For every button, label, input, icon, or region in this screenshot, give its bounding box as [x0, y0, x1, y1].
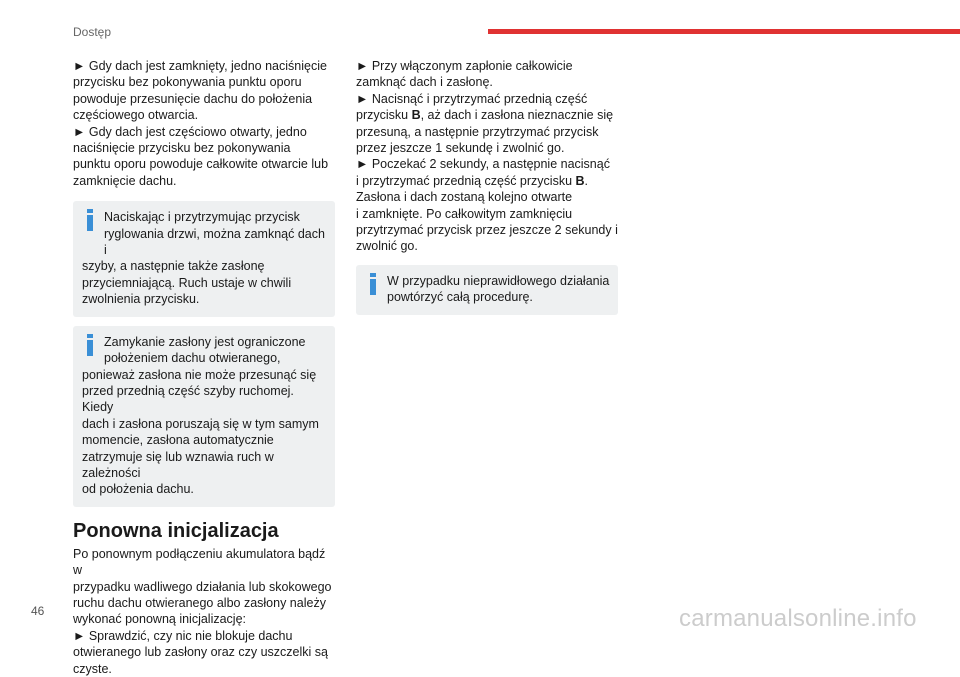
text-line: otwieranego lub zasłony oraz czy uszczelki są [73, 645, 328, 660]
text-line: powoduje przesunięcie dachu do położenia [73, 91, 313, 106]
left-paragraph-2 [73, 546, 335, 677]
text-line: ► Gdy dach jest częściowo otwarty, jedno [73, 124, 307, 139]
text-line: szyby, a następnie także zasłonę [82, 259, 265, 274]
header-accent-bar [488, 29, 960, 34]
button-b-label: B [575, 173, 585, 188]
info-box-1-text [82, 209, 327, 307]
right-para-line-b: przycisku B, aż dach i zasłona nieznacznie się [356, 108, 614, 123]
text-line: Zamykanie zasłony jest ograniczone [104, 334, 306, 349]
right-para-lines-rest [356, 124, 618, 173]
text-line: zwolnienia przycisku. [82, 292, 200, 307]
text-line: przypadku wadliwego działania lub skokowego [73, 579, 332, 594]
text-line: wykonać ponowną inicjalizację: [73, 612, 247, 627]
text-line: przyciemniającą. Ruch ustaje w chwili [82, 275, 292, 290]
text-line: przez jeszcze 1 sekundę i zwolnić go. [356, 141, 565, 156]
text-line: ► Gdy dach jest zamknięty, jedno naciśnięcie [73, 59, 327, 73]
right-para-lines-tail [356, 189, 618, 255]
text-line: Naciskając i przytrzymując przycisk [104, 210, 300, 225]
text-line: Po ponownym podłączeniu akumulatora bądź w [73, 546, 326, 578]
text-line: ► Nacisnąć i przytrzymać przednią część [356, 91, 588, 106]
text-line: Zasłona i dach zostaną kolejno otwarte [356, 190, 573, 205]
text-line: zamknięcie dachu. [73, 173, 177, 188]
text-line: powtórzyć całą procedurę. [387, 290, 533, 305]
text-line: punktu oporu powoduje całkowite otwarcie lub [73, 157, 329, 172]
text-line: dach i zasłona poruszają się w tym samym [82, 416, 319, 431]
page-number: 46 [31, 604, 45, 618]
info-icon [87, 334, 93, 356]
watermark: carmanualsonline.info [679, 605, 917, 632]
text-line: zamknąć dach i zasłonę. [356, 75, 493, 90]
info-icon [87, 209, 93, 231]
text-line: momencie, zasłona automatycznie [82, 433, 274, 448]
left-column [73, 58, 335, 677]
text-line: przytrzymać przycisk przez jeszcze 2 sekundy i [356, 223, 618, 238]
text-line: czyste. [73, 661, 112, 676]
right-paragraph-1 [356, 58, 618, 255]
right-column [356, 58, 618, 315]
button-b-label: B [411, 108, 421, 123]
text-line: ► Poczekać 2 sekundy, a następnie nacisnąć [356, 157, 610, 172]
text-line: przycisku bez pokonywania punktu oporu [73, 75, 302, 90]
text-line: ► Sprawdzić, czy nic nie blokuje dachu [73, 628, 293, 643]
text-line: położeniem dachu otwieranego, [104, 351, 281, 366]
text-line: częściowego otwarcia. [73, 108, 199, 123]
info-box-2-text [82, 334, 327, 498]
info-box-3-text [365, 273, 610, 306]
text-line: przed przednią część szyby ruchomej. Kiedy [82, 383, 294, 415]
text-line: i zamknięte. Po całkowitym zamknięciu [356, 206, 573, 221]
left-paragraph-1 [73, 58, 335, 189]
text-line: naciśnięcie przycisku bez pokonywania [73, 141, 291, 156]
text-line: ponieważ zasłona nie może przesunąć się [82, 367, 317, 382]
text-line: zwolnić go. [356, 239, 418, 254]
section-heading: Ponowna inicjalizacja [73, 519, 279, 542]
info-box-3 [356, 265, 618, 315]
text-line: ryglowania drzwi, można zamknąć dach i [104, 226, 325, 258]
text-line: W przypadku nieprawidłowego działania [387, 273, 610, 288]
text-line: ► Przy włączonym zapłonie całkowicie [356, 59, 573, 73]
right-para-lines-a [356, 58, 618, 107]
info-box-2 [73, 326, 335, 507]
text-line: ruchu dachu otwieranego albo zasłony należy [73, 595, 326, 610]
text-line: przesuną, a następnie przytrzymać przycisk [356, 124, 599, 139]
right-para-line-c: i przytrzymać przednią część przycisku B. [356, 173, 589, 188]
info-box-1 [73, 201, 335, 316]
info-icon [370, 273, 376, 295]
text-line: od położenia dachu. [82, 482, 194, 497]
text-line: zatrzymuje się lub wznawia ruch w zależności [82, 449, 274, 480]
header-section-title: Dostęp [73, 25, 112, 39]
